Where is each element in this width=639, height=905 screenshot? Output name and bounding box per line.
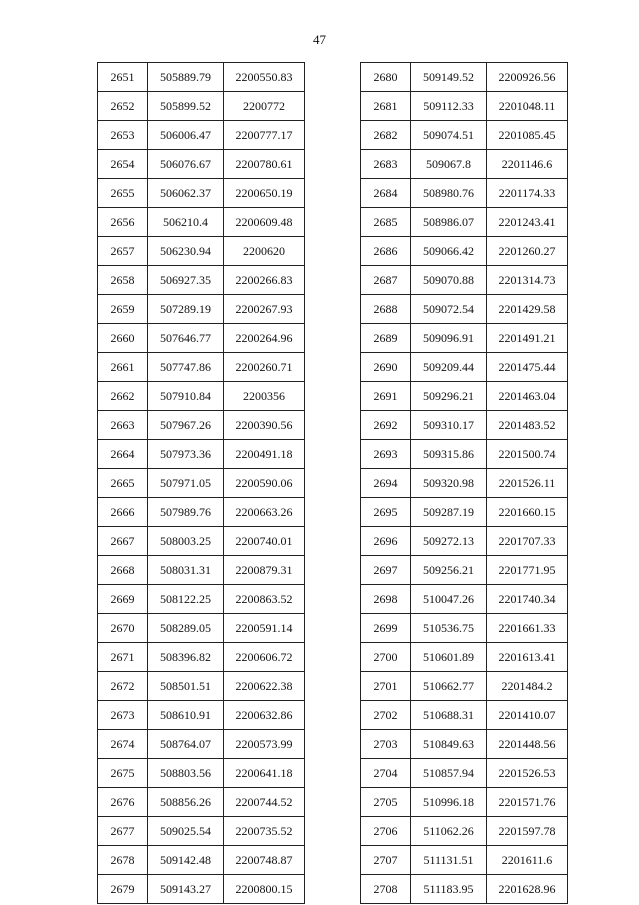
point-number-cell: 2703: [361, 730, 411, 759]
y-coordinate-cell: 2201174.33: [487, 179, 568, 208]
table-row: [361, 266, 568, 295]
x-coordinate-cell: 509025.54: [148, 817, 224, 846]
table-row: [361, 730, 568, 759]
x-coordinate-cell: 505899.52: [148, 92, 224, 121]
table-row: [98, 701, 305, 730]
y-coordinate-cell: 2200590.06: [224, 469, 305, 498]
table-row: [98, 817, 305, 846]
x-coordinate-cell: 510996.18: [411, 788, 487, 817]
y-coordinate-cell: 2200926.56: [487, 63, 568, 92]
x-coordinate-cell: 509143.27: [148, 875, 224, 904]
point-number-cell: 2701: [361, 672, 411, 701]
point-number-cell: 2653: [98, 121, 148, 150]
table-row: [361, 208, 568, 237]
table-row: [361, 643, 568, 672]
x-coordinate-cell: 511062.26: [411, 817, 487, 846]
y-coordinate-cell: 2200863.52: [224, 585, 305, 614]
table-row: [361, 701, 568, 730]
table-row: [98, 498, 305, 527]
x-coordinate-cell: 508764.07: [148, 730, 224, 759]
x-coordinate-cell: 511131.51: [411, 846, 487, 875]
y-coordinate-cell: 2200772: [224, 92, 305, 121]
y-coordinate-cell: 2200740.01: [224, 527, 305, 556]
table-row: [361, 846, 568, 875]
y-coordinate-cell: 2201628.96: [487, 875, 568, 904]
point-number-cell: 2685: [361, 208, 411, 237]
point-number-cell: 2659: [98, 295, 148, 324]
y-coordinate-cell: 2200744.52: [224, 788, 305, 817]
table-row: [98, 324, 305, 353]
y-coordinate-cell: 2201483.52: [487, 411, 568, 440]
x-coordinate-cell: 509296.21: [411, 382, 487, 411]
point-number-cell: 2652: [98, 92, 148, 121]
x-coordinate-cell: 509067.8: [411, 150, 487, 179]
point-number-cell: 2688: [361, 295, 411, 324]
coordinate-table-left: [97, 62, 305, 904]
table-row: [98, 295, 305, 324]
table-row: [98, 614, 305, 643]
table-row: [98, 759, 305, 788]
x-coordinate-cell: 509272.13: [411, 527, 487, 556]
x-coordinate-cell: 510047.26: [411, 585, 487, 614]
point-number-cell: 2697: [361, 556, 411, 585]
table-row: [361, 469, 568, 498]
table-row: [98, 382, 305, 411]
y-coordinate-cell: 2201314.73: [487, 266, 568, 295]
y-coordinate-cell: 2200266.83: [224, 266, 305, 295]
point-number-cell: 2667: [98, 527, 148, 556]
y-coordinate-cell: 2200267.93: [224, 295, 305, 324]
x-coordinate-cell: 509072.54: [411, 295, 487, 324]
x-coordinate-cell: 508986.07: [411, 208, 487, 237]
point-number-cell: 2670: [98, 614, 148, 643]
y-coordinate-cell: 2201484.2: [487, 672, 568, 701]
point-number-cell: 2698: [361, 585, 411, 614]
table-row: [98, 266, 305, 295]
table-row: [98, 179, 305, 208]
y-coordinate-cell: 2201660.15: [487, 498, 568, 527]
table-row: [98, 63, 305, 92]
x-coordinate-cell: 509070.88: [411, 266, 487, 295]
y-coordinate-cell: 2201526.53: [487, 759, 568, 788]
y-coordinate-cell: 2201611.6: [487, 846, 568, 875]
x-coordinate-cell: 509149.52: [411, 63, 487, 92]
point-number-cell: 2676: [98, 788, 148, 817]
y-coordinate-cell: 2200780.61: [224, 150, 305, 179]
y-coordinate-cell: 2200606.72: [224, 643, 305, 672]
x-coordinate-cell: 508122.25: [148, 585, 224, 614]
table-row: [361, 92, 568, 121]
y-coordinate-cell: 2200620: [224, 237, 305, 266]
y-coordinate-cell: 2201146.6: [487, 150, 568, 179]
point-number-cell: 2665: [98, 469, 148, 498]
page-number: 47: [313, 32, 326, 47]
y-coordinate-cell: 2201410.07: [487, 701, 568, 730]
x-coordinate-cell: 508501.51: [148, 672, 224, 701]
x-coordinate-cell: 509315.86: [411, 440, 487, 469]
x-coordinate-cell: 510857.94: [411, 759, 487, 788]
point-number-cell: 2677: [98, 817, 148, 846]
point-number-cell: 2664: [98, 440, 148, 469]
point-number-cell: 2678: [98, 846, 148, 875]
x-coordinate-cell: 506927.35: [148, 266, 224, 295]
point-number-cell: 2700: [361, 643, 411, 672]
y-coordinate-cell: 2201429.58: [487, 295, 568, 324]
x-coordinate-cell: 508396.82: [148, 643, 224, 672]
y-coordinate-cell: 2200260.71: [224, 353, 305, 382]
y-coordinate-cell: 2201740.34: [487, 585, 568, 614]
x-coordinate-cell: 508803.56: [148, 759, 224, 788]
y-coordinate-cell: 2201048.11: [487, 92, 568, 121]
point-number-cell: 2708: [361, 875, 411, 904]
table-row: [361, 817, 568, 846]
x-coordinate-cell: 508289.05: [148, 614, 224, 643]
y-coordinate-cell: 2200356: [224, 382, 305, 411]
y-coordinate-cell: 2201448.56: [487, 730, 568, 759]
point-number-cell: 2673: [98, 701, 148, 730]
x-coordinate-cell: 508980.76: [411, 179, 487, 208]
y-coordinate-cell: 2201597.78: [487, 817, 568, 846]
x-coordinate-cell: 511183.95: [411, 875, 487, 904]
y-coordinate-cell: 2201491.21: [487, 324, 568, 353]
point-number-cell: 2702: [361, 701, 411, 730]
point-number-cell: 2671: [98, 643, 148, 672]
y-coordinate-cell: 2200264.96: [224, 324, 305, 353]
x-coordinate-cell: 508856.26: [148, 788, 224, 817]
y-coordinate-cell: 2201500.74: [487, 440, 568, 469]
table-row: [361, 179, 568, 208]
x-coordinate-cell: 509256.21: [411, 556, 487, 585]
table-row: [98, 237, 305, 266]
y-coordinate-cell: 2200748.87: [224, 846, 305, 875]
table-row: [361, 237, 568, 266]
table-row: [361, 585, 568, 614]
point-number-cell: 2691: [361, 382, 411, 411]
x-coordinate-cell: 510662.77: [411, 672, 487, 701]
y-coordinate-cell: 2200650.19: [224, 179, 305, 208]
point-number-cell: 2681: [361, 92, 411, 121]
y-coordinate-cell: 2201463.04: [487, 382, 568, 411]
y-coordinate-cell: 2201661.33: [487, 614, 568, 643]
table-row: [361, 295, 568, 324]
x-coordinate-cell: 510849.63: [411, 730, 487, 759]
table-row: [361, 614, 568, 643]
x-coordinate-cell: 507973.36: [148, 440, 224, 469]
x-coordinate-cell: 509142.48: [148, 846, 224, 875]
y-coordinate-cell: 2201475.44: [487, 353, 568, 382]
table-row: [361, 440, 568, 469]
x-coordinate-cell: 509112.33: [411, 92, 487, 121]
point-number-cell: 2684: [361, 179, 411, 208]
point-number-cell: 2696: [361, 527, 411, 556]
table-row: [98, 643, 305, 672]
table-row: [98, 672, 305, 701]
y-coordinate-cell: 2201526.11: [487, 469, 568, 498]
y-coordinate-cell: 2200735.52: [224, 817, 305, 846]
table-row: [361, 353, 568, 382]
table-row: [361, 150, 568, 179]
point-number-cell: 2704: [361, 759, 411, 788]
x-coordinate-cell: 507971.05: [148, 469, 224, 498]
y-coordinate-cell: 2200573.99: [224, 730, 305, 759]
point-number-cell: 2706: [361, 817, 411, 846]
point-number-cell: 2662: [98, 382, 148, 411]
point-number-cell: 2672: [98, 672, 148, 701]
point-number-cell: 2690: [361, 353, 411, 382]
point-number-cell: 2680: [361, 63, 411, 92]
table-row: [98, 411, 305, 440]
y-coordinate-cell: 2201771.95: [487, 556, 568, 585]
point-number-cell: 2707: [361, 846, 411, 875]
y-coordinate-cell: 2200550.83: [224, 63, 305, 92]
table-row: [361, 788, 568, 817]
point-number-cell: 2668: [98, 556, 148, 585]
table-row: [98, 208, 305, 237]
x-coordinate-cell: 509074.51: [411, 121, 487, 150]
table-row: [361, 121, 568, 150]
y-coordinate-cell: 2201571.76: [487, 788, 568, 817]
y-coordinate-cell: 2201260.27: [487, 237, 568, 266]
y-coordinate-cell: 2201243.41: [487, 208, 568, 237]
table-row: [361, 63, 568, 92]
table-row: [98, 353, 305, 382]
x-coordinate-cell: 506006.47: [148, 121, 224, 150]
x-coordinate-cell: 509287.19: [411, 498, 487, 527]
table-row: [361, 875, 568, 904]
x-coordinate-cell: 509310.17: [411, 411, 487, 440]
point-number-cell: 2669: [98, 585, 148, 614]
x-coordinate-cell: 507910.84: [148, 382, 224, 411]
table-row: [98, 875, 305, 904]
y-coordinate-cell: 2201707.33: [487, 527, 568, 556]
x-coordinate-cell: 506210.4: [148, 208, 224, 237]
table-row: [98, 788, 305, 817]
point-number-cell: 2656: [98, 208, 148, 237]
table-row: [361, 759, 568, 788]
point-number-cell: 2679: [98, 875, 148, 904]
table-row: [98, 846, 305, 875]
table-row: [98, 440, 305, 469]
x-coordinate-cell: 507747.86: [148, 353, 224, 382]
point-number-cell: 2658: [98, 266, 148, 295]
table-row: [98, 92, 305, 121]
point-number-cell: 2689: [361, 324, 411, 353]
y-coordinate-cell: 2200591.14: [224, 614, 305, 643]
table-row: [361, 498, 568, 527]
point-number-cell: 2694: [361, 469, 411, 498]
point-number-cell: 2661: [98, 353, 148, 382]
point-number-cell: 2651: [98, 63, 148, 92]
table-row: [98, 527, 305, 556]
x-coordinate-cell: 506076.67: [148, 150, 224, 179]
y-coordinate-cell: 2201613.41: [487, 643, 568, 672]
point-number-cell: 2699: [361, 614, 411, 643]
x-coordinate-cell: 507289.19: [148, 295, 224, 324]
point-number-cell: 2692: [361, 411, 411, 440]
point-number-cell: 2693: [361, 440, 411, 469]
table-row: [361, 411, 568, 440]
x-coordinate-cell: 509096.91: [411, 324, 487, 353]
point-number-cell: 2654: [98, 150, 148, 179]
table-row: [98, 556, 305, 585]
y-coordinate-cell: 2200622.38: [224, 672, 305, 701]
x-coordinate-cell: 510601.89: [411, 643, 487, 672]
table-row: [98, 585, 305, 614]
x-coordinate-cell: 510688.31: [411, 701, 487, 730]
x-coordinate-cell: 508031.31: [148, 556, 224, 585]
table-row: [361, 556, 568, 585]
table-row: [98, 121, 305, 150]
y-coordinate-cell: 2200491.18: [224, 440, 305, 469]
table-row: [98, 150, 305, 179]
point-number-cell: 2695: [361, 498, 411, 527]
x-coordinate-cell: 507989.76: [148, 498, 224, 527]
point-number-cell: 2682: [361, 121, 411, 150]
x-coordinate-cell: 509209.44: [411, 353, 487, 382]
y-coordinate-cell: 2200800.15: [224, 875, 305, 904]
point-number-cell: 2674: [98, 730, 148, 759]
x-coordinate-cell: 508003.25: [148, 527, 224, 556]
y-coordinate-cell: 2200663.26: [224, 498, 305, 527]
y-coordinate-cell: 2200879.31: [224, 556, 305, 585]
table-row: [361, 382, 568, 411]
y-coordinate-cell: 2200641.18: [224, 759, 305, 788]
y-coordinate-cell: 2200390.56: [224, 411, 305, 440]
y-coordinate-cell: 2200632.86: [224, 701, 305, 730]
y-coordinate-cell: 2200777.17: [224, 121, 305, 150]
point-number-cell: 2705: [361, 788, 411, 817]
x-coordinate-cell: 507646.77: [148, 324, 224, 353]
y-coordinate-cell: 2201085.45: [487, 121, 568, 150]
table-row: [98, 730, 305, 759]
x-coordinate-cell: 508610.91: [148, 701, 224, 730]
table-row: [361, 324, 568, 353]
point-number-cell: 2660: [98, 324, 148, 353]
x-coordinate-cell: 510536.75: [411, 614, 487, 643]
point-number-cell: 2675: [98, 759, 148, 788]
point-number-cell: 2657: [98, 237, 148, 266]
point-number-cell: 2663: [98, 411, 148, 440]
coordinate-table-right: [360, 62, 568, 904]
point-number-cell: 2687: [361, 266, 411, 295]
point-number-cell: 2666: [98, 498, 148, 527]
table-row: [361, 527, 568, 556]
x-coordinate-cell: 506230.94: [148, 237, 224, 266]
point-number-cell: 2686: [361, 237, 411, 266]
table-row: [98, 469, 305, 498]
x-coordinate-cell: 507967.26: [148, 411, 224, 440]
x-coordinate-cell: 506062.37: [148, 179, 224, 208]
point-number-cell: 2683: [361, 150, 411, 179]
x-coordinate-cell: 505889.79: [148, 63, 224, 92]
x-coordinate-cell: 509320.98: [411, 469, 487, 498]
point-number-cell: 2655: [98, 179, 148, 208]
y-coordinate-cell: 2200609.48: [224, 208, 305, 237]
table-row: [361, 672, 568, 701]
x-coordinate-cell: 509066.42: [411, 237, 487, 266]
